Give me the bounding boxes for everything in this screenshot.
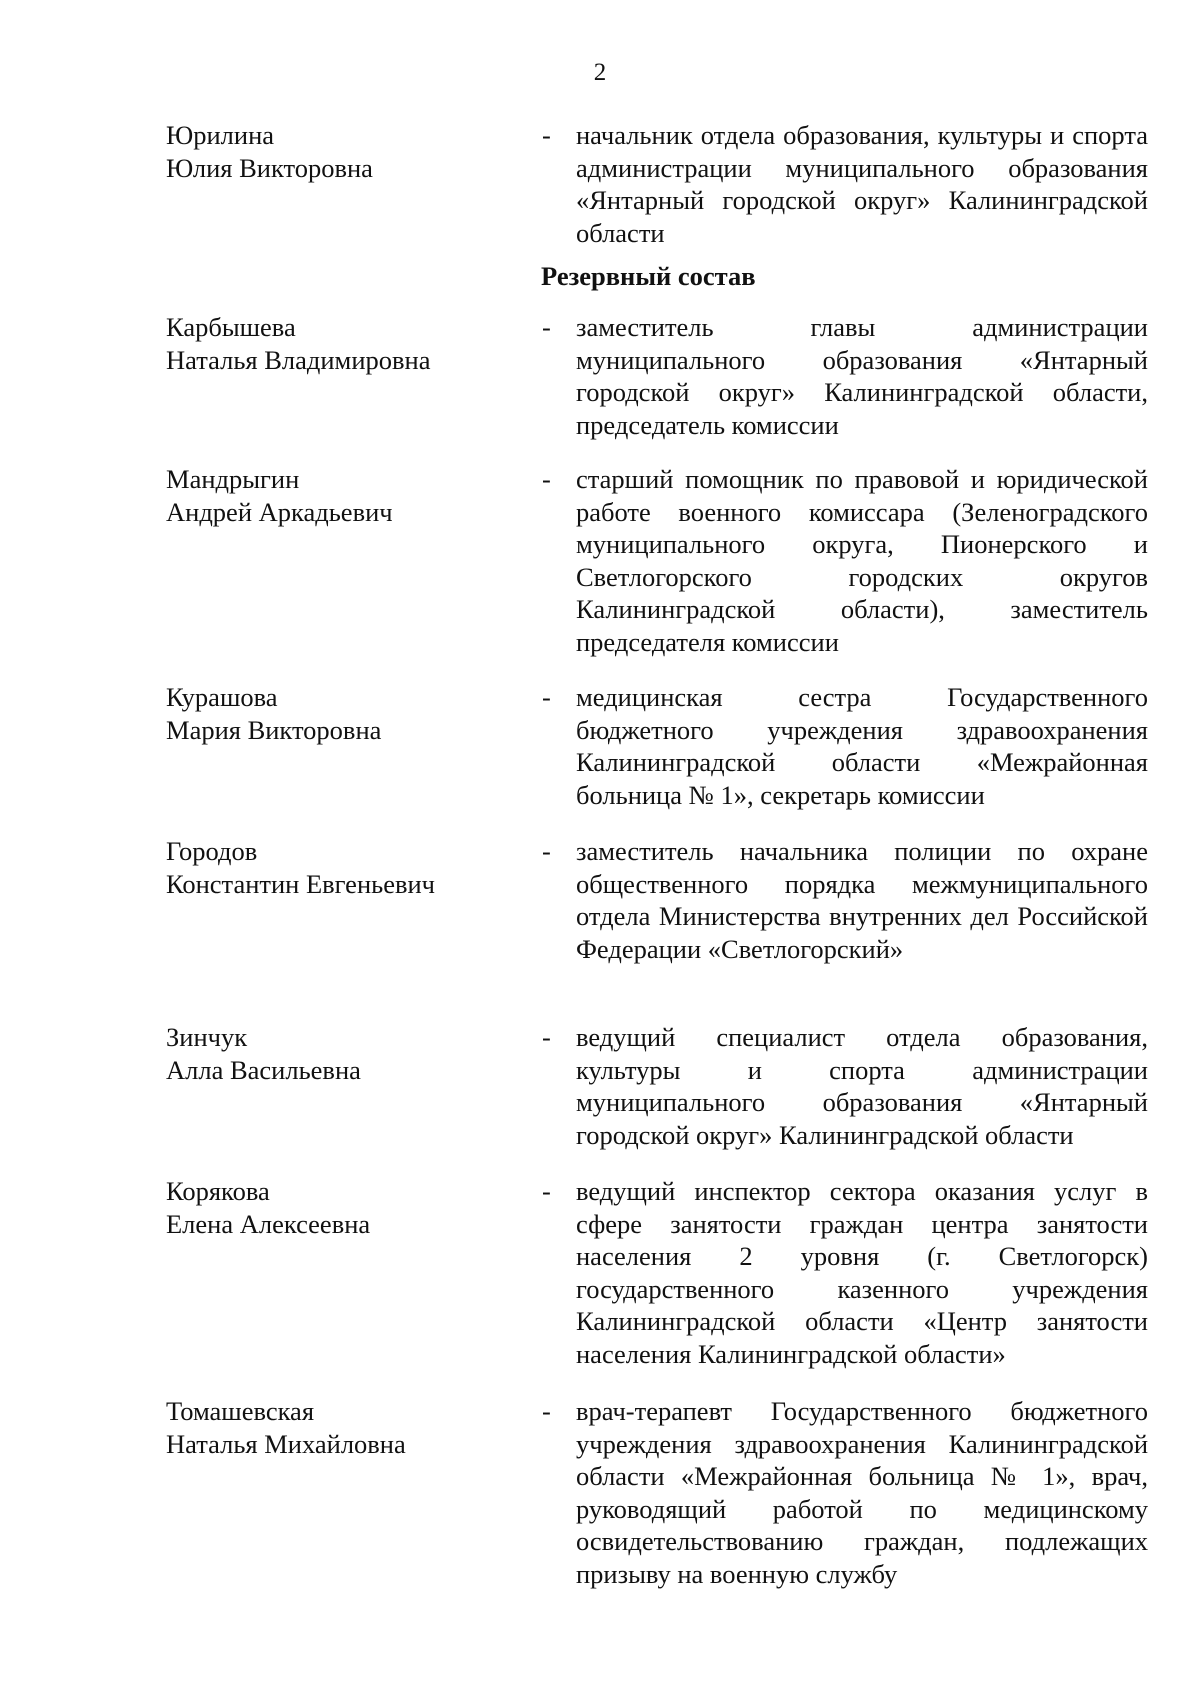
- member-name: [166, 463, 526, 528]
- member-given-names: Наталья Михайловна: [166, 1428, 406, 1459]
- member-surname: Юрилина: [166, 120, 275, 150]
- dash-separator: -: [542, 1396, 551, 1426]
- member-position: заместитель начальника полиции по охране общественного порядка межмуниципального отдела Министерства внутренних дел Российской Федерации «Светлогорский»: [576, 836, 1148, 964]
- dash-separator: -: [542, 1022, 551, 1052]
- dash-separator: -: [542, 1176, 551, 1206]
- member-position: начальник отдела образования, культуры и спорта администрации муниципального образования «Янтарный городской округ» Калининградской области: [576, 120, 1148, 248]
- member-surname: Курашова: [166, 682, 278, 712]
- member-given-names: Елена Алексеевна: [166, 1208, 371, 1239]
- dash-separator: -: [542, 836, 551, 866]
- member-name: [166, 681, 526, 746]
- member-position: заместитель главы администрации муниципального образования «Янтарный городской округ» Калининградской области, председатель комиссии: [576, 312, 1148, 440]
- member-given-names: Юлия Викторовна: [166, 152, 373, 183]
- member-name: [166, 1021, 526, 1086]
- member-given-names: Мария Викторовна: [166, 714, 382, 745]
- member-surname: Корякова: [166, 1176, 270, 1206]
- member-surname: Томашевская: [166, 1396, 315, 1426]
- dash-separator: -: [542, 120, 551, 150]
- member-surname: Мандрыгин: [166, 464, 300, 494]
- dash-separator: -: [542, 312, 551, 342]
- member-position: ведущий инспектор сектора оказания услуг в сфере занятости граждан центра занятости населения 2 уровня (г. Светлогорск) государственного казенного учреждения Калининградской области «Центр занятости населения Калининградской области»: [576, 1176, 1148, 1369]
- member-position: врач-терапевт Государственного бюджетного учреждения здравоохранения Калининградской области «Межрайонная больница № 1», врач, руководящий работой по медицинскому освидетельствованию граждан, подлежащих призыву на военную службу: [576, 1396, 1148, 1589]
- member-name: [166, 119, 526, 184]
- member-name: [166, 835, 526, 900]
- dash-separator: -: [542, 464, 551, 494]
- member-name: [166, 311, 526, 376]
- dash-separator: -: [542, 682, 551, 712]
- member-name: [166, 1395, 526, 1460]
- member-given-names: Константин Евгеньевич: [166, 868, 435, 899]
- member-given-names: Наталья Владимировна: [166, 344, 431, 375]
- member-given-names: Андрей Аркадьевич: [166, 496, 393, 527]
- member-name: [166, 1175, 526, 1240]
- member-position: медицинская сестра Государственного бюджетного учреждения здравоохранения Калининградской области «Межрайонная больница № 1», секретарь комиссии: [576, 682, 1148, 810]
- page-number: 2: [593, 59, 607, 86]
- member-position: ведущий специалист отдела образования, культуры и спорта администрации муниципального образования «Янтарный городской округ» Калининградской области: [576, 1022, 1148, 1150]
- member-surname: Карбышева: [166, 312, 296, 342]
- section-heading: Резервный состав: [541, 261, 756, 291]
- member-position: старший помощник по правовой и юридической работе военного комиссара (Зеленоградского муниципального округа, Пионерского и Светлогорского городских округов Калининградской области), заместитель председателя комиссии: [576, 464, 1148, 657]
- member-surname: Городов: [166, 836, 258, 866]
- member-surname: Зинчук: [166, 1022, 248, 1052]
- member-given-names: Алла Васильевна: [166, 1054, 361, 1085]
